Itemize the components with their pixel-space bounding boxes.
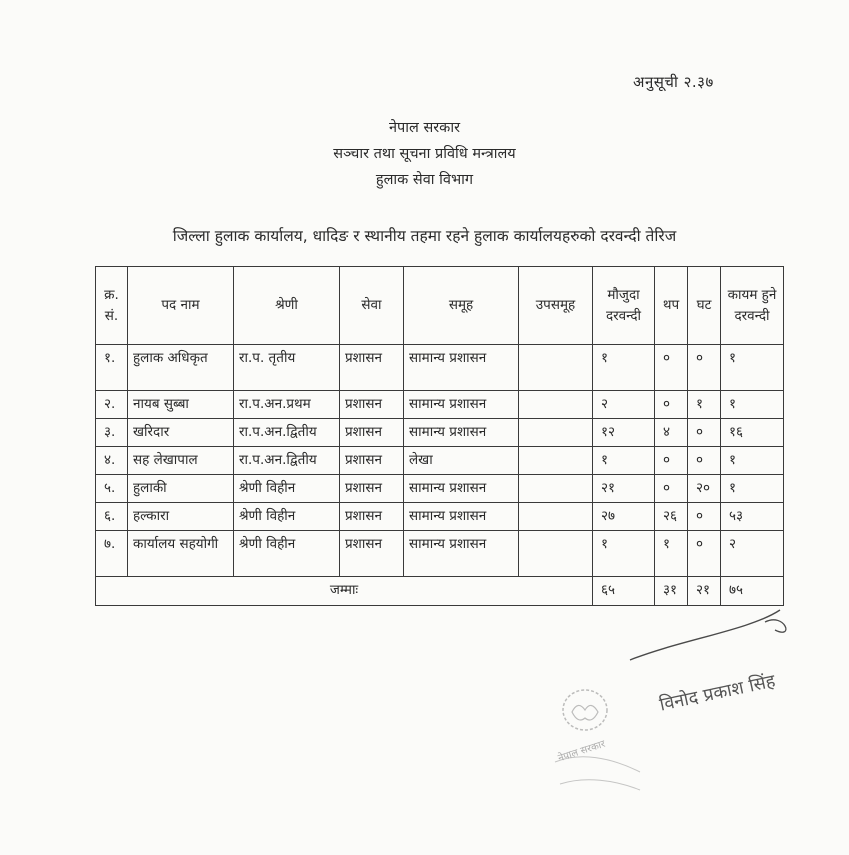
annex-label: अनुसूची २.३७ (633, 73, 714, 91)
group-cell: सामान्य प्रशासन (404, 531, 519, 577)
existing-cell: १ (593, 345, 655, 391)
ministry-name: सञ्चार तथा सूचना प्रविधि मन्त्रालय (333, 146, 516, 162)
serial-cell: ३. (96, 419, 128, 447)
add-cell: २६ (655, 503, 688, 531)
post-cell: हुलाकी (128, 475, 234, 503)
reduce-cell: ० (688, 503, 721, 531)
serial-cell: १. (96, 345, 128, 391)
government-name: नेपाल सरकार (388, 120, 461, 136)
add-cell: ० (655, 447, 688, 475)
subgroup-cell (519, 531, 593, 577)
service-cell: प्रशासन (340, 391, 404, 419)
add-cell: १ (655, 531, 688, 577)
column-header: घट (688, 267, 721, 345)
column-header: पद नाम (128, 267, 234, 345)
final-cell: १ (721, 475, 784, 503)
position-table (95, 266, 784, 606)
existing-cell: १२ (593, 419, 655, 447)
reduce-cell: ० (688, 345, 721, 391)
table-row (96, 531, 784, 577)
grade-cell: श्रेणी विहीन (234, 531, 340, 577)
total-reduce: २१ (688, 577, 721, 606)
group-cell: सामान्य प्रशासन (404, 391, 519, 419)
serial-cell: ५. (96, 475, 128, 503)
column-header: श्रेणी (234, 267, 340, 345)
serial-cell: २. (96, 391, 128, 419)
table-row (96, 447, 784, 475)
post-cell: सह लेखापाल (128, 447, 234, 475)
grade-cell: श्रेणी विहीन (234, 475, 340, 503)
subgroup-cell (519, 447, 593, 475)
reduce-cell: ० (688, 447, 721, 475)
final-cell: १६ (721, 419, 784, 447)
serial-cell: ६. (96, 503, 128, 531)
serial-cell: ७. (96, 531, 128, 577)
stamp-text: नेपाल सरकार (556, 738, 607, 765)
column-header: सेवा (340, 267, 404, 345)
table-row (96, 391, 784, 419)
post-cell: खरिदार (128, 419, 234, 447)
post-cell: हुलाक अधिकृत (128, 345, 234, 391)
reduce-cell: १ (688, 391, 721, 419)
service-cell: प्रशासन (340, 345, 404, 391)
service-cell: प्रशासन (340, 447, 404, 475)
department-name: हुलाक सेवा विभाग (375, 172, 474, 188)
column-header: उपसमूह (519, 267, 593, 345)
signature-name: विनोद प्रकाश सिंह (657, 670, 778, 716)
total-final: ७५ (721, 577, 784, 606)
column-header: क्र. सं. (96, 267, 128, 345)
add-cell: ० (655, 345, 688, 391)
reduce-cell: ० (688, 531, 721, 577)
group-cell: सामान्य प्रशासन (404, 345, 519, 391)
grade-cell: रा.प.अन.द्वितीय (234, 447, 340, 475)
document-header (0, 115, 849, 193)
table-row (96, 475, 784, 503)
column-header: मौजुदा दरवन्दी (593, 267, 655, 345)
signature-flourish (630, 610, 780, 660)
existing-cell: १ (593, 447, 655, 475)
column-header: कायम हुने दरवन्दी (721, 267, 784, 345)
group-cell: सामान्य प्रशासन (404, 503, 519, 531)
final-cell: १ (721, 391, 784, 419)
final-cell: १ (721, 447, 784, 475)
existing-cell: १ (593, 531, 655, 577)
final-cell: २ (721, 531, 784, 577)
service-cell: प्रशासन (340, 475, 404, 503)
subgroup-cell (519, 419, 593, 447)
grade-cell: रा.प.अन.प्रथम (234, 391, 340, 419)
total-existing: ६५ (593, 577, 655, 606)
table-row (96, 419, 784, 447)
reduce-cell: २० (688, 475, 721, 503)
group-cell: सामान्य प्रशासन (404, 419, 519, 447)
group-cell: लेखा (404, 447, 519, 475)
post-cell: नायब सुब्बा (128, 391, 234, 419)
subgroup-cell (519, 391, 593, 419)
document-title: जिल्ला हुलाक कार्यालय, धादिङ र स्थानीय तहमा रहने हुलाक कार्यालयहरुको दरवन्दी तेरिज (172, 227, 677, 245)
add-cell: ० (655, 475, 688, 503)
table-row (96, 345, 784, 391)
signature-loop (765, 620, 786, 632)
service-cell: प्रशासन (340, 503, 404, 531)
column-header: समूह (404, 267, 519, 345)
final-cell: १ (721, 345, 784, 391)
post-cell: हल्कारा (128, 503, 234, 531)
grade-cell: रा.प. तृतीय (234, 345, 340, 391)
subgroup-cell (519, 503, 593, 531)
total-label: जम्माः (96, 577, 593, 606)
table-row (96, 503, 784, 531)
add-cell: ० (655, 391, 688, 419)
add-cell: ४ (655, 419, 688, 447)
existing-cell: २१ (593, 475, 655, 503)
reduce-cell: ० (688, 419, 721, 447)
final-cell: ५३ (721, 503, 784, 531)
subgroup-cell (519, 475, 593, 503)
grade-cell: श्रेणी विहीन (234, 503, 340, 531)
existing-cell: २ (593, 391, 655, 419)
group-cell: सामान्य प्रशासन (404, 475, 519, 503)
post-cell: कार्यालय सहयोगी (128, 531, 234, 577)
existing-cell: २७ (593, 503, 655, 531)
grade-cell: रा.प.अन.द्वितीय (234, 419, 340, 447)
subgroup-cell (519, 345, 593, 391)
service-cell: प्रशासन (340, 531, 404, 577)
column-header: थप (655, 267, 688, 345)
official-stamp (540, 672, 650, 802)
serial-cell: ४. (96, 447, 128, 475)
service-cell: प्रशासन (340, 419, 404, 447)
table-header-row (96, 267, 784, 345)
total-add: ३१ (655, 577, 688, 606)
